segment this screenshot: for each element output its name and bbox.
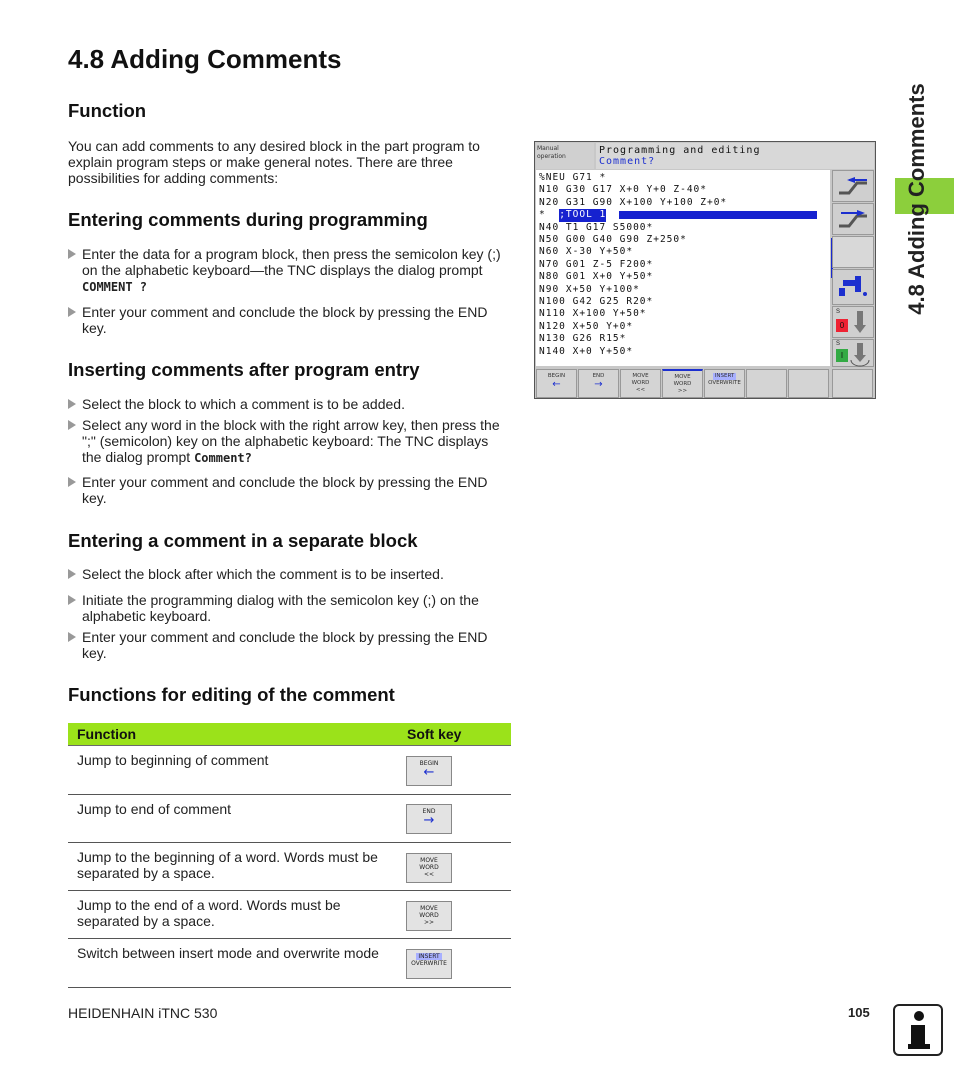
vsoftkey-next[interactable]	[832, 203, 874, 235]
table-row	[68, 939, 511, 988]
page-title: 4.8 Adding Comments	[68, 44, 342, 74]
dialog-prompt: COMMENT ?	[82, 280, 148, 294]
highlight-star: *	[539, 209, 546, 221]
softkey-insert-overwrite[interactable]	[704, 369, 745, 398]
arrow-right-icon: →	[423, 813, 435, 828]
softkey-row	[536, 369, 874, 398]
vsoftkey-coolant[interactable]	[832, 269, 874, 305]
arrow-right-icon: →	[594, 379, 603, 390]
spindle-label: S	[836, 309, 841, 315]
screen-header-mode: Programming and editing	[599, 145, 761, 156]
spindle-label: S	[836, 341, 841, 347]
softkey-table	[68, 723, 511, 988]
vsoftkey-empty[interactable]	[832, 236, 874, 268]
softkey-insert-overwrite-image	[406, 949, 452, 979]
step-text: Select any word in the block with the right arrow key, then press the ";" (semicolon) key on the alphabetic keyboard: The TNC displays the dialog prompt	[82, 417, 500, 465]
screen-header	[596, 143, 874, 169]
program-line: N110 X+100 Y+50*	[539, 308, 647, 320]
softkey-label: WORD	[673, 381, 692, 387]
step-item	[68, 474, 510, 506]
step-item	[68, 629, 510, 661]
step-arrow-icon	[68, 595, 76, 605]
program-listing[interactable]	[536, 170, 830, 366]
vsoftkey-spindle-off[interactable]	[832, 306, 874, 338]
step-text: Select the block after which the comment is to be inserted.	[82, 566, 444, 582]
softkey-label: END	[422, 808, 436, 815]
softkey-move-word-forward-image	[406, 901, 452, 931]
highlight-comment: ;TOOL 1	[559, 209, 607, 221]
step-item	[68, 566, 510, 582]
step-text: Enter the data for a program block, then press the semicolon key (;) on the alphabetic keyboard—the TNC displays the dialog prompt	[82, 246, 501, 278]
cursor-bar	[619, 211, 817, 219]
softkey-move-word-back-image	[406, 853, 452, 883]
heading-after-entry: Inserting comments after program entry	[68, 359, 420, 380]
step-text: Initiate the programming dialog with the semicolon key (;) on the alphabetic keyboard.	[82, 592, 479, 624]
arrow-left-icon: ←	[423, 765, 435, 780]
table-header	[68, 723, 511, 746]
side-tab-label: 4.8 Adding Comments	[904, 83, 929, 315]
softkey-label: OVERWRITE	[708, 380, 741, 386]
dialog-prompt: Comment?	[194, 451, 252, 465]
screen-mode-box	[536, 143, 594, 169]
mode-label: Manual	[537, 145, 559, 152]
double-left-icon: <<	[635, 387, 646, 393]
step-item	[68, 246, 510, 295]
step-arrow-icon	[68, 399, 76, 409]
softkey-begin-image	[406, 756, 452, 786]
step-arrow-icon	[68, 569, 76, 579]
softkey-label: END	[592, 373, 605, 379]
softkey-label: BEGIN	[419, 760, 439, 767]
step-arrow-icon	[68, 249, 76, 259]
softkey-label: WORD	[419, 864, 439, 871]
step-text: Enter your comment and conclude the block by pressing the END key.	[82, 474, 488, 506]
program-line: N60 X-30 Y+50*	[539, 246, 634, 258]
path-forward-icon	[833, 204, 873, 234]
program-line: N80 G01 X+0 Y+50*	[539, 271, 654, 283]
program-line: N90 X+50 Y+100*	[539, 283, 640, 295]
chapter-side-tab	[895, 48, 937, 348]
softkey-label: MOVE	[674, 374, 691, 380]
mode-label: operation	[537, 153, 566, 160]
table-row	[68, 843, 511, 891]
table-row	[68, 746, 511, 795]
vsoftkey-prev[interactable]	[832, 170, 874, 202]
table-row	[68, 795, 511, 843]
table-row	[68, 891, 511, 939]
softkey-end[interactable]	[578, 369, 619, 398]
function-description: Switch between insert mode and overwrite mode	[77, 945, 379, 961]
function-description: Jump to the beginning of a word. Words must be separated by a space.	[77, 849, 378, 881]
step-item	[68, 592, 510, 624]
program-line-highlighted	[539, 209, 827, 221]
function-description: Jump to the end of a word. Words must be separated by a space.	[77, 897, 341, 929]
step-arrow-icon	[68, 477, 76, 487]
softkey-empty[interactable]	[746, 369, 787, 398]
arrow-left-icon: ←	[552, 379, 561, 390]
softkey-label: MOVE	[420, 857, 438, 864]
softkey-label: MOVE	[632, 373, 649, 379]
footer-product: HEIDENHAIN iTNC 530	[68, 1005, 218, 1021]
step-arrow-icon	[68, 632, 76, 642]
spindle-on-indicator: I	[836, 349, 848, 362]
softkey-label: INSERT	[418, 953, 440, 960]
heading-function: Function	[68, 100, 147, 121]
softkey-begin[interactable]	[536, 369, 577, 398]
spindle-icon	[833, 340, 873, 368]
double-right-icon: >>	[423, 919, 435, 926]
softkey-label: OVERWRITE	[411, 960, 447, 967]
program-line: N130 G26 R15*	[539, 333, 627, 345]
path-back-icon	[833, 171, 873, 201]
softkey-label: BEGIN	[547, 373, 566, 379]
program-line: N20 G31 G90 X+100 Y+100 Z+0*	[539, 196, 728, 208]
info-icon	[893, 1004, 943, 1056]
spindle-off-indicator: 0	[836, 319, 848, 332]
heading-separate-block: Entering a comment in a separate block	[68, 530, 418, 551]
vsoftkey-spindle-on[interactable]	[832, 339, 874, 367]
double-left-icon: <<	[423, 871, 435, 878]
program-line: N40 T1 G17 S5000*	[539, 221, 654, 233]
program-line: %NEU G71 *	[539, 172, 607, 183]
softkey-label: WORD	[631, 380, 650, 386]
spindle-icon	[833, 307, 873, 337]
softkey-move-word-back[interactable]	[620, 369, 661, 398]
program-line: N100 G42 G25 R20*	[539, 296, 654, 308]
program-line: N120 X+50 Y+0*	[539, 320, 634, 332]
screen-header-prompt: Comment?	[599, 156, 656, 167]
double-right-icon: >>	[677, 388, 688, 394]
tnc-screen	[534, 141, 876, 399]
program-line: N10 G30 G17 X+0 Y+0 Z-40*	[539, 184, 707, 196]
step-arrow-icon	[68, 420, 76, 430]
step-item	[68, 304, 510, 336]
function-description: Jump to beginning of comment	[77, 752, 269, 768]
heading-during-programming: Entering comments during programming	[68, 209, 428, 230]
page-number: 105	[848, 1005, 870, 1020]
program-line: N70 G01 Z-5 F200*	[539, 258, 654, 270]
function-description: Jump to end of comment	[77, 801, 232, 817]
step-item	[68, 396, 510, 412]
col-header-softkey: Soft key	[407, 726, 462, 742]
program-line: N50 G00 G40 G90 Z+250*	[539, 234, 687, 246]
softkey-label: MOVE	[420, 905, 438, 912]
function-intro: You can add comments to any desired block in the part program to explain program steps or make general notes. There are three possibilities for adding comments:	[68, 138, 480, 186]
tap-icon	[833, 270, 873, 304]
heading-editing: Functions for editing of the comment	[68, 684, 395, 705]
step-text: Enter your comment and conclude the block by pressing the END key.	[82, 629, 488, 661]
softkey-empty[interactable]	[832, 369, 873, 398]
program-line: N140 X+0 Y+50*	[539, 345, 634, 357]
col-header-function: Function	[77, 726, 137, 742]
step-arrow-icon	[68, 307, 76, 317]
softkey-label: INSERT	[714, 373, 735, 379]
softkey-label: WORD	[419, 912, 439, 919]
softkey-empty[interactable]	[788, 369, 829, 398]
softkey-move-word-forward[interactable]	[662, 369, 703, 398]
step-text: Enter your comment and conclude the block by pressing the END key.	[82, 304, 488, 336]
step-item	[68, 417, 510, 466]
softkey-end-image	[406, 804, 452, 834]
step-text: Select the block to which a comment is to be added.	[82, 396, 405, 412]
